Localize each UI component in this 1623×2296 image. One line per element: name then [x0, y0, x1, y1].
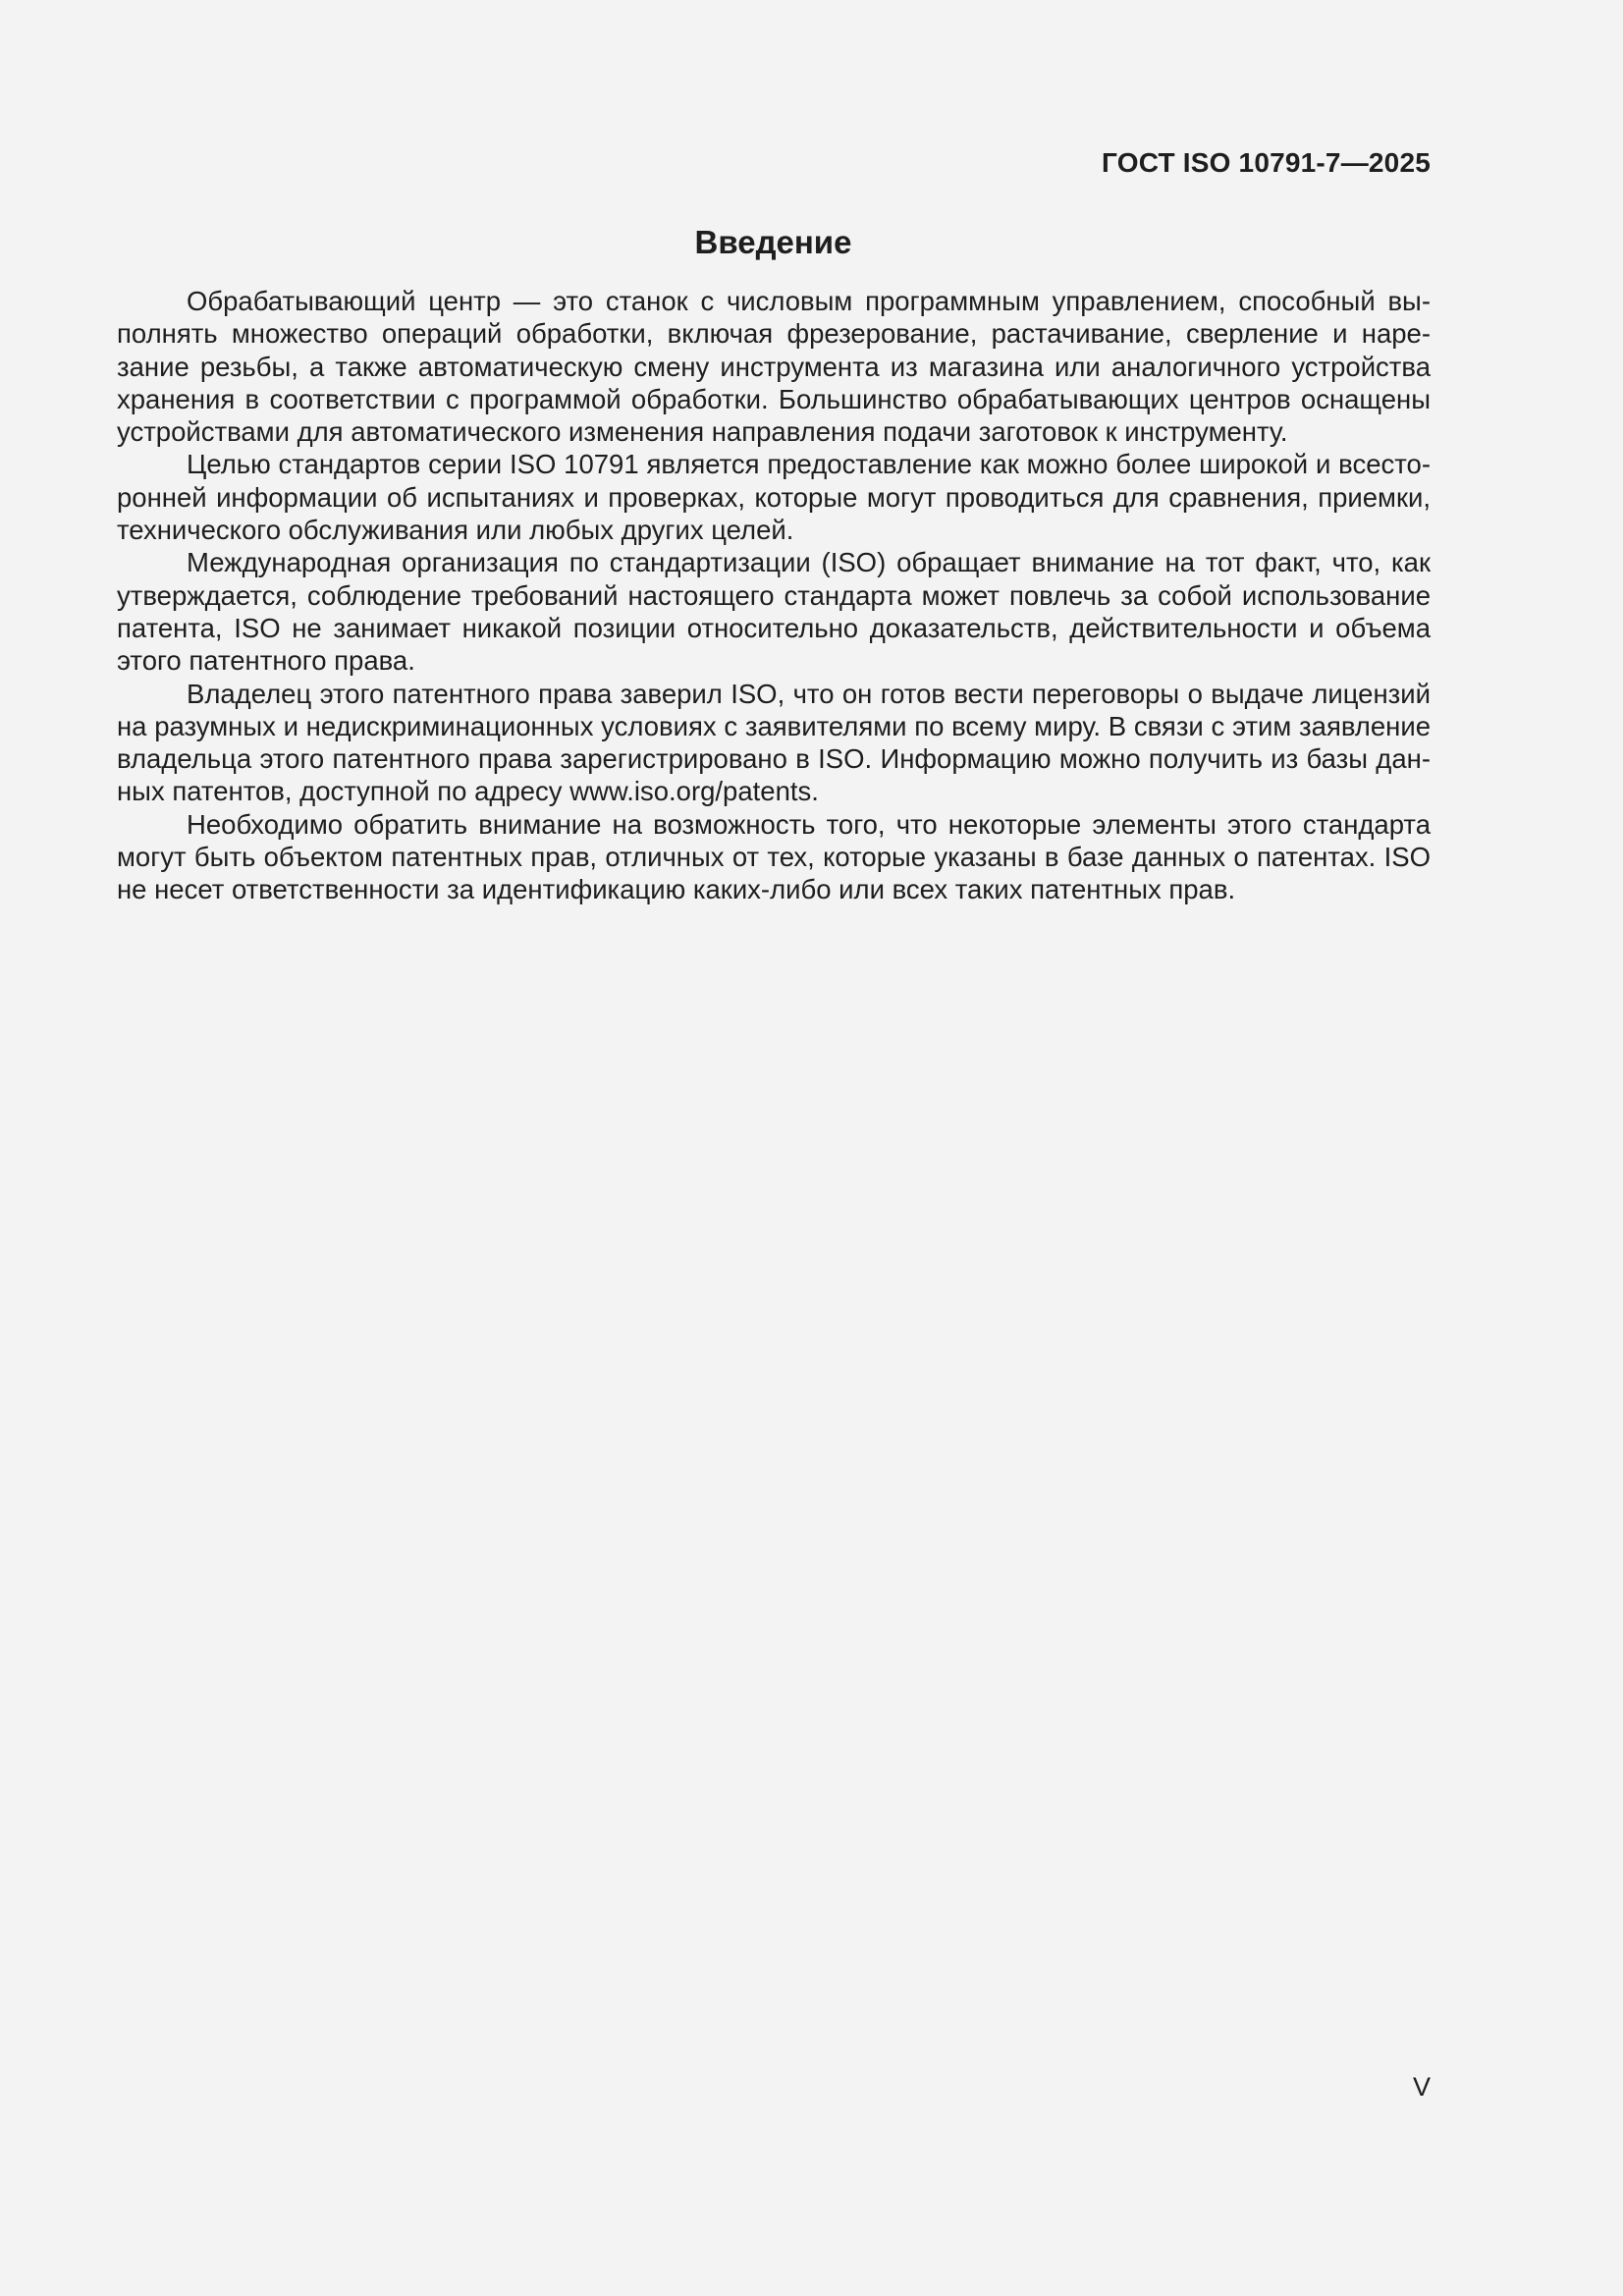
paragraph: Международная организация по стандартизации (ISO) обращает внимание на тот факт, что, как утверждается, соблюдение требований настоящего стандарта может повлечь за собой использование патента, ISO не занимает никакой позиции относительно доказательств, действительности и объема этого патентного права. [117, 547, 1431, 677]
introduction-body [117, 285, 1431, 906]
section-title: Введение [694, 224, 852, 260]
paragraph: Владелец этого патентного права заверил ISO, что он готов вести переговоры о выдаче лицензий на разумных и недискриминационных условиях с заявителями по всему миру. В связи с этим заявление владельца этого патентного права зарегистрировано в ISO. Информацию можно получить из базы данных патентов, доступной по адресу www.iso.org/patents. [117, 678, 1431, 807]
page-number: V [1412, 2072, 1431, 2102]
document-code: ГОСТ ISO 10791-7—2025 [1102, 147, 1431, 178]
paragraph: Необходимо обратить внимание на возможность того, что некоторые элементы этого стандарта могут быть объектом патентных прав, отличных от тех, которые указаны в базе данных о патентах. ISO не несет ответственности за идентификацию каких-либо или всех таких патентных прав. [117, 808, 1431, 905]
paragraph: Целью стандартов серии ISO 10791 является предоставление как можно более широкой и всесторонней информации об испытаниях и проверках, которые могут проводиться для сравнения, приемки, технического обслуживания или любых других целей. [117, 449, 1431, 546]
paragraph: Обрабатывающий центр — это станок с числовым программным управлением, способный выполнять множество операций обработки, включая фрезерование, растачивание, сверление и нарезание резьбы, а также автоматическую смену инструмента из магазина или аналогичного устройства хранения в соответствии с программой обработки. Большинство обрабатывающих центров оснащены устройствами для автоматического изменения направления подачи заготовок к инструменту. [117, 286, 1431, 448]
